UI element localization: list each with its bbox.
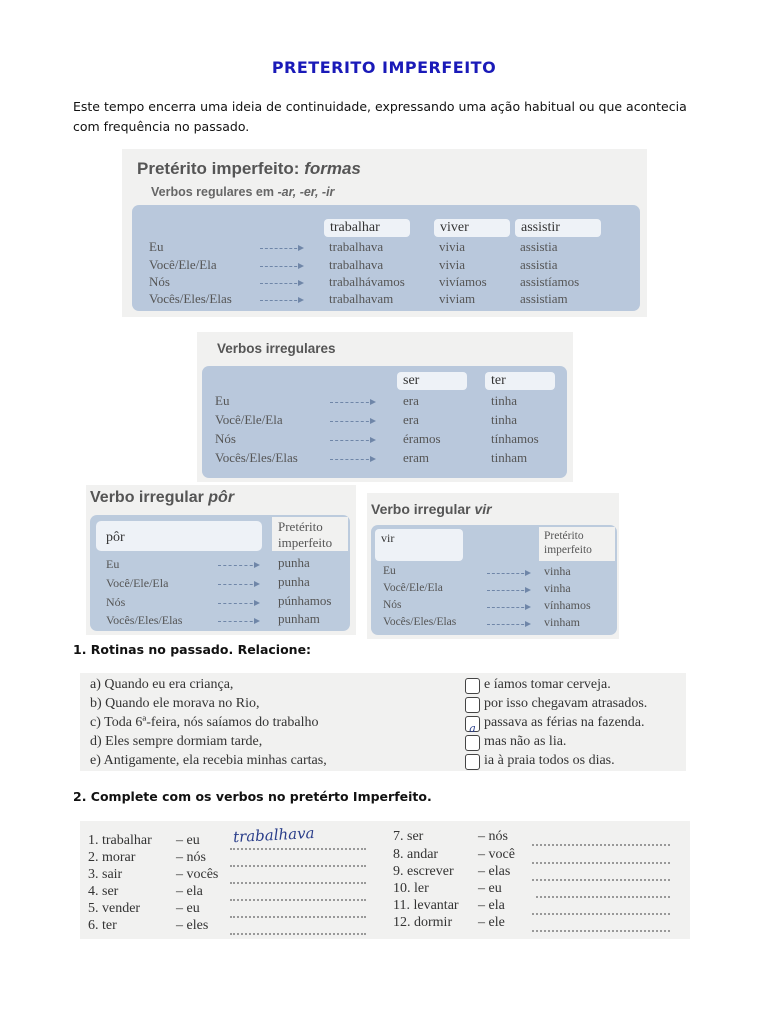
- exercise2-verb: 9. escrever: [393, 864, 454, 879]
- exercise2-pronoun: – ela: [176, 884, 203, 899]
- pronoun-voce: Você/Ele/Ela: [215, 412, 283, 427]
- arrow: [260, 300, 302, 302]
- pronoun-voce: Você/Ele/Ela: [149, 257, 217, 272]
- arrow: [218, 621, 258, 623]
- exercise2-pronoun: – eu: [176, 901, 200, 916]
- exercise1-right-item: por isso chegavam atrasados.: [484, 696, 648, 711]
- form-cell: éramos: [403, 431, 441, 446]
- form-cell: vivia: [439, 239, 465, 254]
- form-cell: púnhamos: [278, 593, 332, 608]
- answer-blank[interactable]: [532, 844, 670, 846]
- vir-heading: Verbo irregular vir: [371, 501, 492, 517]
- form-cell: assistíamos: [520, 274, 580, 289]
- answer-blank[interactable]: [532, 930, 670, 932]
- intro-paragraph: Este tempo encerra uma ideia de continuidade, expressando uma ação habitual ou que acontecia com frequência no passado.: [73, 99, 687, 134]
- form-cell: trabalhavam: [329, 291, 394, 306]
- irregular-heading: Verbos irregulares: [217, 341, 336, 356]
- regular-subheading: Verbos regulares em -ar, -er, -ir: [151, 185, 335, 199]
- arrow: [260, 266, 302, 268]
- pronoun-nos: Nós: [106, 595, 126, 609]
- form-cell: vivíamos: [439, 274, 487, 289]
- exercise2-verb: 10. ler: [393, 881, 429, 896]
- answer-blank[interactable]: [230, 865, 366, 867]
- pronoun-voces: Vocês/Eles/Elas: [149, 291, 232, 306]
- vir-col-label: Pretérito: [544, 530, 584, 542]
- exercise2-verb: 11. levantar: [393, 898, 459, 913]
- exercise2-verb: 8. andar: [393, 847, 439, 862]
- form-cell: punham: [278, 611, 320, 626]
- pronoun-nos: Nós: [383, 599, 402, 611]
- exercise2-title: 2. Complete com os verbos no pretérto Imperfeito.: [73, 789, 432, 804]
- verb-header-ter: ter: [485, 372, 555, 390]
- match-checkbox[interactable]: [465, 716, 480, 735]
- pronoun-nos: Nós: [149, 274, 170, 289]
- arrow: [218, 584, 258, 586]
- answer-blank[interactable]: [230, 882, 366, 884]
- form-cell: assistia: [520, 257, 558, 272]
- verb-header-ser: ser: [397, 372, 467, 390]
- verb-header-trabalhar: trabalhar: [324, 219, 410, 237]
- match-checkbox[interactable]: [465, 678, 480, 694]
- match-checkbox[interactable]: [465, 697, 480, 713]
- exercise2-verb: 6. ter: [88, 918, 117, 933]
- exercise2-answer-handwritten: trabalhava: [232, 823, 315, 847]
- por-col-label: Pretérito: [278, 519, 323, 534]
- exercise2-pronoun: – você: [478, 847, 515, 862]
- answer-blank[interactable]: [536, 896, 670, 898]
- arrow: [487, 590, 529, 592]
- arrow: [218, 603, 258, 605]
- form-cell: assistiam: [520, 291, 568, 306]
- pronoun-voce: Você/Ele/Ela: [383, 582, 443, 594]
- pronoun-eu: Eu: [215, 393, 230, 408]
- exercise1-right-item: e íamos tomar cerveja.: [484, 677, 611, 692]
- form-cell: tinha: [491, 393, 517, 408]
- por-verb-table: [86, 485, 356, 635]
- arrow: [330, 402, 374, 404]
- exercise2-pronoun: – ele: [478, 915, 505, 930]
- arrow: [330, 421, 374, 423]
- answer-blank[interactable]: [230, 916, 366, 918]
- exercise1-right-item: passava as férias na fazenda.: [484, 715, 645, 730]
- por-heading: Verbo irregular pôr: [90, 489, 235, 506]
- exercise1-left-item: d) Eles sempre dormiam tarde,: [90, 734, 263, 749]
- vir-verb-table: [367, 493, 619, 639]
- exercise1-right-item: mas não as lia.: [484, 734, 567, 749]
- exercise2-verb: 1. trabalhar: [88, 833, 152, 848]
- page-title: PRETERITO IMPERFEITO: [271, 58, 497, 77]
- arrow: [330, 459, 374, 461]
- form-cell: punha: [278, 574, 310, 589]
- exercise2-verb: 2. morar: [88, 850, 136, 865]
- arrow: [260, 283, 302, 285]
- irregular-verbs-table: [197, 332, 573, 482]
- form-cell: trabalhava: [329, 239, 384, 254]
- form-cell: era: [403, 393, 419, 408]
- answer-blank[interactable]: [532, 913, 670, 915]
- exercise2-verb: 12. dormir: [393, 915, 453, 930]
- pronoun-eu: Eu: [149, 239, 164, 254]
- pronoun-voces: Vocês/Eles/Elas: [383, 616, 457, 628]
- exercise2-verb: 3. sair: [88, 867, 123, 882]
- exercise2-pronoun: – nós: [478, 829, 508, 844]
- arrow: [218, 565, 258, 567]
- exercise1-left-item: e) Antigamente, ela recebia minhas cartas,: [90, 753, 327, 768]
- arrow: [487, 607, 529, 609]
- answer-blank[interactable]: [532, 862, 670, 864]
- arrow: [487, 624, 529, 626]
- vir-verb: vir: [381, 531, 395, 545]
- verb-header-assistir: assistir: [515, 219, 601, 237]
- form-cell: vínhamos: [544, 598, 591, 612]
- answer-blank[interactable]: [230, 899, 366, 901]
- exercise1-panel: [80, 673, 686, 771]
- verb-header-viver: viver: [434, 219, 510, 237]
- regular-verbs-table: [122, 149, 647, 317]
- form-cell: tinha: [491, 412, 517, 427]
- pronoun-nos: Nós: [215, 431, 236, 446]
- exercise2-pronoun: – elas: [478, 864, 511, 879]
- form-cell: era: [403, 412, 419, 427]
- form-cell: tínhamos: [491, 431, 539, 446]
- pronoun-eu: Eu: [106, 557, 120, 571]
- handwritten-mark: a: [469, 722, 476, 735]
- exercise1-title: 1. Rotinas no passado. Relacione:: [73, 642, 312, 657]
- exercise2-pronoun: – nós: [176, 850, 206, 865]
- answer-blank[interactable]: [230, 848, 366, 850]
- exercise2-verb: 5. vender: [88, 901, 141, 916]
- form-cell: trabalhava: [329, 257, 384, 272]
- form-cell: vinha: [544, 581, 571, 595]
- exercise1-left-item: a) Quando eu era criança,: [90, 677, 234, 692]
- pronoun-voce: Você/Ele/Ela: [106, 576, 169, 590]
- exercise2-pronoun: – eles: [176, 918, 209, 933]
- form-cell: viviam: [439, 291, 476, 306]
- por-col-label: imperfeito: [278, 535, 333, 550]
- exercise1-left-item: c) Toda 6ª-feira, nós saíamos do trabalho: [90, 715, 319, 730]
- form-cell: assistia: [520, 239, 558, 254]
- exercise1-right-item: ia à praia todos os dias.: [484, 753, 615, 768]
- pronoun-voces: Vocês/Eles/Elas: [106, 613, 183, 627]
- exercise2-panel: [80, 821, 690, 939]
- form-cell: vinham: [544, 615, 580, 629]
- answer-blank[interactable]: [532, 879, 670, 881]
- exercise2-verb: 7. ser: [393, 829, 424, 844]
- vir-col-label: imperfeito: [544, 544, 592, 556]
- arrow: [487, 573, 529, 575]
- exercise2-pronoun: – vocês: [176, 867, 219, 882]
- pronoun-eu: Eu: [383, 565, 396, 577]
- exercise2-pronoun: – ela: [478, 898, 505, 913]
- form-cell: punha: [278, 555, 310, 570]
- match-checkbox[interactable]: [465, 735, 480, 751]
- exercise2-pronoun: – eu: [478, 881, 502, 896]
- answer-blank[interactable]: [230, 933, 366, 935]
- exercise2-verb: 4. ser: [88, 884, 119, 899]
- pronoun-voces: Vocês/Eles/Elas: [215, 450, 298, 465]
- form-cell: vivia: [439, 257, 465, 272]
- form-cell: trabalhávamos: [329, 274, 405, 289]
- regular-heading: Pretérito imperfeito: formas: [137, 159, 361, 178]
- form-cell: eram: [403, 450, 429, 465]
- arrow: [260, 248, 302, 250]
- form-cell: tinham: [491, 450, 528, 465]
- arrow: [330, 440, 374, 442]
- exercise1-left-item: b) Quando ele morava no Rio,: [90, 696, 260, 711]
- por-verb: pôr: [106, 530, 125, 545]
- exercise2-pronoun: – eu: [176, 833, 200, 848]
- match-checkbox[interactable]: [465, 754, 480, 770]
- form-cell: vinha: [544, 564, 571, 578]
